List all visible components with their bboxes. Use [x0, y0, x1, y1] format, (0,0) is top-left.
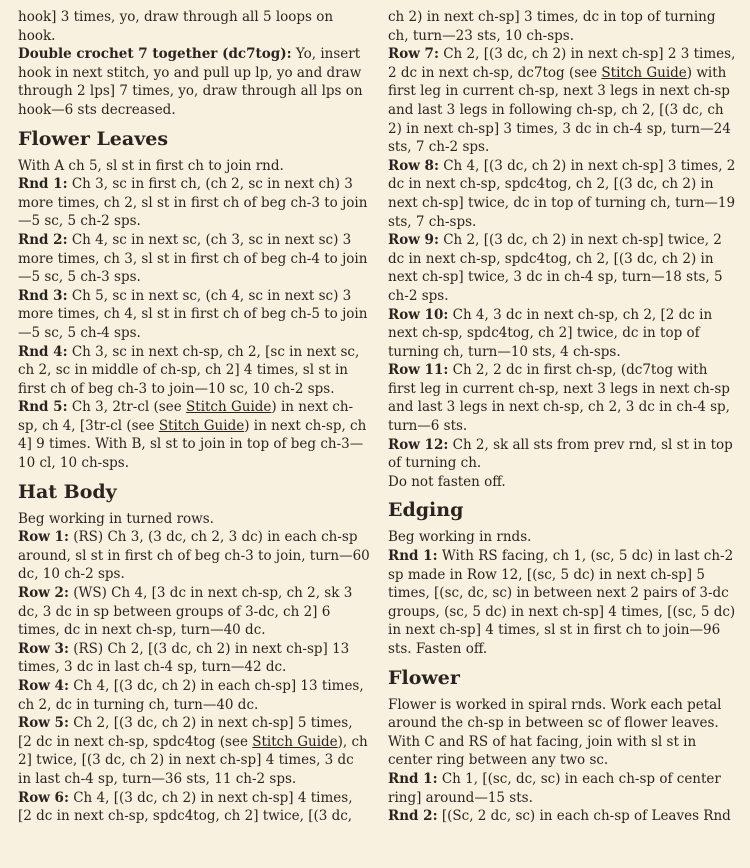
instruction-step — [388, 157, 736, 231]
step-text: With A ch 5, sl st in first ch to join rnd. — [18, 157, 284, 174]
step-label: Row 6: — [18, 789, 69, 806]
step-text: Ch 3, sc in next ch-sp, ch 2, [sc in next sc, ch 2, sc in middle of ch-sp, ch 2] 4 times, sl st in first ch of beg ch-3 to join—10 sc, 10 ch-2 sps. — [18, 343, 360, 397]
step-label: Rnd 1: — [388, 770, 438, 787]
step-text: Ch 3, 2tr-cl (see — [67, 399, 187, 416]
right-column — [388, 8, 736, 826]
step-label: Rnd 4: — [18, 343, 68, 360]
step-text: ) with first leg in current ch-sp, next 3 legs in next ch-sp and last 3 legs in following ch-sp, ch 2, [(3 dc, ch 2) in next ch-sp] 3 times, 3 dc in ch-4 sp, turn—24 sts, 7 ch-2 sps. — [388, 64, 731, 156]
step-text: Ch 4, [(3 dc, ch 2) in next ch-sp] 4 times, [2 dc in next ch-sp, spdc4tog, ch 2] twice, [(3 dc, — [18, 789, 353, 825]
step-label: Row 7: — [388, 46, 439, 63]
step-text: Yo, insert hook in next stitch, yo and pull up lp, yo and draw through 2 lps] 7 times, yo, draw through all lps on hook—6 sts decreased. — [18, 46, 363, 118]
step-text: ) in next ch-sp, ch 4] 9 times. With B, sl st to join in top of beg ch-3—10 cl, 10 ch-sps. — [18, 417, 367, 472]
step-text: hook] 3 times, yo, draw through all 5 loops on hook. — [18, 9, 334, 44]
instruction-step — [388, 306, 736, 362]
step-text: Ch 2, [(3 dc, ch 2) in next ch-sp] 2 3 times, 2 dc in next ch-sp, dc7tog (see — [388, 46, 736, 81]
step-label: Row 8: — [388, 157, 439, 174]
step-text: Beg working in rnds. — [388, 529, 532, 546]
step-text: ), ch 2] twice, [(3 dc, ch 2) in next ch-sp] 4 times, 3 dc in last ch-4 sp, turn—36 sts, 11 ch-2 sps. — [18, 733, 368, 787]
instruction-step — [18, 398, 370, 472]
stitch-guide-link[interactable]: Stitch Guide — [252, 733, 338, 750]
step-text: [(Sc, 2 dc, sc) in each ch-sp of Leaves Rnd — [437, 808, 731, 825]
instruction-step — [18, 584, 370, 640]
step-text: ch 2) in next ch-sp] 3 times, dc in top of turning ch, turn—23 sts, 10 ch-sps. — [388, 9, 716, 44]
instruction-step — [18, 343, 370, 399]
instruction-step — [18, 287, 370, 343]
step-label: Row 3: — [18, 640, 69, 657]
instruction-step — [388, 770, 736, 807]
instruction-step — [18, 231, 370, 287]
step-label: Double crochet 7 together (dc7tog): — [18, 46, 292, 63]
pattern-section — [388, 498, 736, 658]
step-label: Rnd 1: — [18, 176, 68, 193]
instruction-step — [388, 547, 736, 659]
step-text: Ch 4, [(3 dc, ch 2) in each ch-sp] 13 times, ch 2, dc in turning ch, turn—40 dc. — [18, 678, 364, 713]
step-text: Ch 2, 2 dc in first ch-sp, (dc7tog with first leg in current ch-sp, next 3 legs in next ch-sp and last 3 legs in next ch-sp, ch 2, 3 dc in ch-4 sp, turn—6 sts. — [388, 362, 730, 435]
instruction-text — [18, 157, 370, 176]
instruction-step — [18, 528, 370, 584]
instruction-step — [388, 231, 736, 305]
instruction-step — [388, 807, 736, 826]
step-text: (RS) Ch 3, (3 dc, ch 2, 3 dc) in each ch-sp around, sl st in first ch of beg ch-3 to join, turn—60 dc, 10 ch-2 sps. — [18, 529, 370, 583]
instruction-step — [18, 175, 370, 231]
step-label: Row 1: — [18, 529, 69, 546]
instruction-step — [18, 677, 370, 714]
step-label: Rnd 2: — [18, 231, 68, 248]
step-text: Ch 4, [(3 dc, ch 2) in next ch-sp] 3 times, 2 dc in next ch-sp, spdc4tog, ch 2, [(3 dc, ch 2) in next ch-sp] twice, dc in top of turning ch, turn—19 sts, 7 ch-sps. — [388, 157, 736, 230]
stitch-guide-link[interactable]: Stitch Guide — [186, 399, 272, 416]
section-heading: Flower — [388, 666, 460, 689]
step-label: Row 5: — [18, 715, 69, 732]
step-text: (WS) Ch 4, [3 dc in next ch-sp, ch 2, sk 3 dc, 3 dc in sp between groups of 3-dc, ch 2] 6 times, dc in next ch-sp, turn—40 dc. — [18, 585, 353, 639]
step-text: Ch 5, sc in next sc, (ch 4, sc in next sc) 3 more times, ch 4, sl st in first ch of beg ch-5 to join—5 sc, 5 ch-4 sps. — [18, 287, 368, 341]
instruction-text — [388, 8, 736, 45]
instruction-step — [388, 361, 736, 435]
step-text: ) in next ch-sp, ch 4, [3tr-cl (see — [18, 399, 354, 434]
step-label: Row 9: — [388, 232, 439, 249]
instruction-text — [388, 473, 736, 492]
stitch-guide-link[interactable]: Stitch Guide — [158, 417, 245, 434]
instruction-step — [388, 45, 736, 157]
step-text: With RS facing, ch 1, (sc, 5 dc) in last ch-2 sp made in Row 12, [(sc, 5 dc) in next ch-sp] 5 times, [(sc, dc, sc) in between next 2 pairs of 3-dc groups, (sc, 5 dc) in next ch-sp] 4 times, [(sc, 5 dc) in next ch-sp] 4 times, sl st in first ch to join—96 sts. Fasten off. — [388, 548, 736, 657]
step-text: Flower is worked in spiral rnds. Work each petal around the ch-sp in between sc of flower leaves. With C and RS of hat facing, join with sl st in center ring between any two sc. — [388, 696, 722, 769]
instruction-step — [388, 436, 736, 473]
step-text: Ch 1, [(sc, dc, sc) in each ch-sp of center ring] around—15 sts. — [388, 770, 721, 806]
step-text: Ch 4, 3 dc in next ch-sp, ch 2, [2 dc in next ch-sp, spdc4tog, ch 2] twice, dc in top of turning ch, turn—10 sts, 4 ch-sps. — [388, 306, 713, 360]
step-text: Beg working in turned rows. — [18, 510, 214, 527]
step-label: Row 12: — [388, 436, 449, 453]
section-heading: Edging — [388, 499, 464, 522]
step-label: Rnd 1: — [388, 548, 438, 565]
step-text: Ch 2, [(3 dc, ch 2) in next ch-sp] 5 times, [2 dc in next ch-sp, spdc4tog (see — [18, 715, 353, 750]
instruction-text — [18, 8, 370, 45]
step-label: Rnd 3: — [18, 287, 68, 304]
step-text: Ch 2, sk all sts from prev rnd, sl st in top of turning ch. — [388, 436, 733, 472]
step-label: Row 4: — [18, 678, 69, 694]
instruction-text — [18, 510, 370, 529]
step-label: Row 10: — [388, 306, 449, 323]
step-label: Rnd 5: — [18, 399, 68, 416]
step-text: Do not fasten off. — [388, 473, 506, 490]
step-text: Ch 4, sc in next sc, (ch 3, sc in next sc) 3 more times, ch 3, sl st in first ch of beg ch-4 to join—5 sc, 5 ch-3 sps. — [18, 231, 368, 286]
pattern-section — [18, 127, 370, 473]
step-text: Ch 3, sc in first ch, (ch 2, sc in next ch) 3 more times, ch 2, sl st in first ch of beg ch-3 to join—5 sc, 5 ch-2 sps. — [18, 176, 368, 230]
instruction-step — [18, 714, 370, 788]
instruction-step — [18, 640, 370, 677]
step-label: Row 11: — [388, 362, 449, 379]
left-column — [18, 8, 370, 826]
instruction-step — [18, 45, 370, 119]
instruction-text — [388, 528, 736, 547]
step-text: (RS) Ch 2, [(3 dc, ch 2) in next ch-sp] 13 times, 3 dc in last ch-4 sp, turn—42 dc. — [18, 640, 350, 676]
step-label: Rnd 2: — [388, 808, 438, 825]
pattern-section — [18, 480, 370, 826]
instruction-text — [388, 696, 736, 770]
section-heading: Hat Body — [18, 480, 117, 503]
section-heading: Flower Leaves — [18, 127, 169, 150]
instruction-step — [18, 789, 370, 826]
step-label: Row 2: — [18, 585, 69, 602]
stitch-guide-link[interactable]: Stitch Guide — [601, 64, 687, 81]
step-text: Ch 2, [(3 dc, ch 2) in next ch-sp] twice, 2 dc in next ch-sp, spdc4tog, ch 2, [(3 dc, ch 2) in next ch-sp] twice, 3 dc in ch-4 sp, turn—18 sts, 5 ch-2 sps. — [388, 232, 723, 304]
pattern-section — [388, 666, 736, 826]
